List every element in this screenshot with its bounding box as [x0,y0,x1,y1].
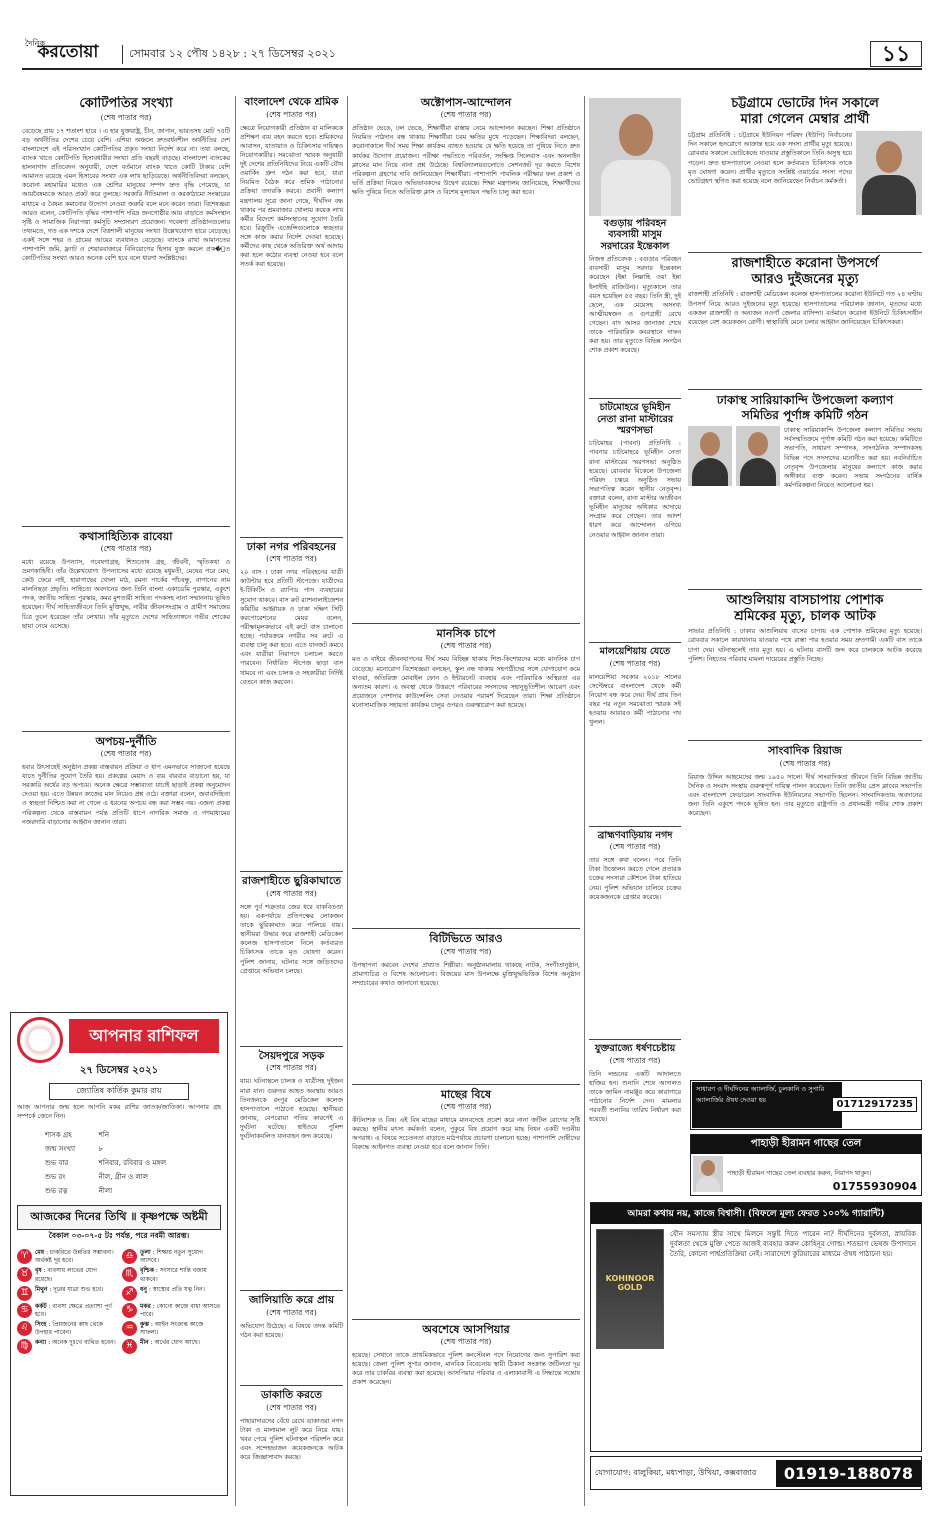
dateline: সোমবার ১২ পৌষ ১৪২৮ : ২৭ ডিসেম্বর ২০২১ [122,45,870,64]
article-continued: (শেষ পাতার পর) [609,658,661,668]
column-2 [240,96,343,1506]
seller-photo [693,1156,723,1192]
headline-line-2: মারা গেলেন মেম্বার প্রার্থী [740,111,870,127]
newspaper-logo [22,41,114,67]
zodiac-sign-item: ♐ ধনু : স্বাস্থ্যের প্রতি যত্ন নিন। [122,1286,221,1301]
headline-line-2: সমিতির পূর্ণাঙ্গ কমিটি গঠন [741,407,869,422]
member-photo [688,426,732,486]
divider [352,928,580,929]
planet-key: জন্ম সংখ্যা [45,1145,76,1154]
zodiac-sign-text: প্রিয়জনের কাছ থেকে উপহার পাবেন। [35,1320,103,1336]
planet-value: নীলা [98,1187,113,1196]
zodiac-sign-item: ♑ মকর : কোনো কাজে বাধা আসতে পারে। [122,1303,221,1319]
zodiac-sign-item: ♉ বৃষ : ব্যবসায় লাভের যোগ রয়েছে। [17,1267,116,1283]
article-body: কীটনাশক ও বিষ। এই বিষ মাছের মাধ্যমে মানবদেহে প্রবেশ করে নানা জটিল রোগের সৃষ্টি করছে। স্থানীয় মৎস্য কর্মকর্তা বলেন, পুকুরে বিষ প্রয়োগ করে মাছ নিধন একটি দণ্ডনীয় অপরাধ। এ বিষয়ে সচেতনতা বাড়াতে মাঠপর্যায়ে প্রচারণা চালানো হচ্ছে। পাশাপাশি দোষীদের বিরুদ্ধে আইনগত ব্যবস্থা নেওয়া হবে বলে জানান তিনি। [352,1116,580,1152]
advertisement-allergy [690,1080,922,1130]
obituary-title-1: বগুড়ায় পরিবহন [603,218,667,229]
masthead [22,40,922,70]
divider [688,389,922,390]
divider [688,740,922,741]
face-shape [700,432,720,456]
divider [240,1046,343,1047]
zodiac-glyph-icon: ♒ [122,1321,137,1336]
article-body: চাটমোহর (পাবনা) প্রতিনিধি : পাবনার চাটমোহরে ভূমিহীন নেতা রানা মাস্টারের স্মরণসভা অনুষ্ঠিত হয়েছে। রোববার বিকেলে উপজেলা পরিষদ চত্বরে অনুষ্ঠিত সভায় সভাপতিত্ব করেন স্থানীয় নেতৃবৃন্দ। বক্তারা বলেন, রানা মাস্টার আজীবন ভূমিহীন মানুষের অধিকার আদায়ে সংগ্রাম করে গেছেন। তার আদর্শ ধারণ করে আন্দোলন এগিয়ে নেওয়ার আহ্বান জানান তারা। [589,440,681,539]
zodiac-sign-item: ♌ সিংহ : প্রিয়জনের কাছ থেকে উপহার পাবেন। [17,1321,116,1337]
zodiac-sign-name: বৃশ্চিক [140,1267,155,1275]
suit-shape [692,458,728,486]
divider [589,1039,681,1040]
article-continued: (শেষ পাতার পর) [266,1307,317,1317]
article-body: ২০ বাস । ঢাকা নগর পরিবহনের যাত্রী কাউন্টার হবে প্রতিটি স্টপেজে। যাত্রীদের ই-টিকিটিং ও র‍্যাপিড পাস ব্যবহারের সুযোগ থাকবে। বাস রুট র‍্যাশনালাইজেশন কমিটির আহ্বায়ক ও ঢাকা দক্ষিণ সিটি করপোরেশনের মেয়র বলেন, পরীক্ষামূলকভাবে এই রুটে বাস চালানো হচ্ছে। পর্যায়ক্রমে নগরীর সব রুটে এ ব্যবস্থা চালু করা হবে। এতে যানজট কমবে এবং যাত্রীরা নিরাপদে চলাচল করতে পারবেন। নির্ধারিত স্টপেজ ছাড়া বাস থামবে না এবং চালক ও সহকারীরা নির্দিষ্ট বেতনে কাজ করবেন। [240,569,343,686]
zodiac-glyph-icon: ♈ [17,1249,32,1264]
zodiac-sign-text: দূরের যাত্রা শুভ হবে। [53,1285,104,1293]
zodiac-sign-name: কুম্ভ [140,1320,149,1328]
column-divider [584,96,585,1506]
article-body: তিনি লন্ডনের একটি আদালতে হাজির হন। শুনানি শেষে আদালত তাকে জামিন নামঞ্জুর করে কারাগারে পাঠানোর নির্দেশ দেন। মামলার পরবর্তী শুনানির তারিখ নির্ধারণ করা হয়েছে। [589,1070,681,1124]
article-body: প্রতিষ্ঠান ভেঙে, ঢল ভেঙে, শিক্ষার্থীরা রাস্তায় নেমে আন্দোলন করছেন। শিক্ষা প্রতিষ্ঠানে নিয়মিত পাঠদান বন্ধ থাকায় শিক্ষার্থীরা চরম ক্ষতির মুখে পড়েছেন। শিক্ষাবিদরা বলছেন, করোনাকালে দীর্ঘ সময় শিক্ষা কার্যক্রম ব্যাহত হওয়ায় যে ক্ষতি হয়েছে তা পুষিয়ে নিতে দ্রুত কার্যকর উদ্যোগ প্রয়োজন। পরীক্ষা পদ্ধতিতে পরিবর্তন, সংক্ষিপ্ত সিলেবাস এবং অনলাইন ক্লাসের মান নিয়ে নানা প্রশ্ন উঠেছে। বিশ্ববিদ্যালয়গুলোতে সেশনজট দূর করতে বিশেষ পরিকল্পনা গ্রহণের দাবি জানিয়েছেন শিক্ষার্থীরা। পাশাপাশি পাবলিক পরীক্ষার ফল প্রকাশ ও ভর্তি প্রক্রিয়া নিয়েও অভিভাবকদের উদ্বেগ রয়েছে। শিক্ষা মন্ত্রণালয় জানিয়েছে, শিক্ষার্থীদের ক্ষতি পুষিয়ে নিতে অতিরিক্ত ক্লাস ও বিশেষ মূল্যায়ন পদ্ধতি চালু করা হবে। [352,125,580,197]
column-3 [352,96,580,1506]
planet-value: নীল, গ্রীন ও লাল [98,1173,149,1182]
zodiac-sign-name: মিথুন [35,1285,48,1293]
zodiac-sign-text: স্বাস্থ্যের প্রতি যত্ন নিন। [152,1285,205,1293]
article-continued: (শেষ পাতার পর) [779,758,831,768]
article-continued: (শেষ পাতার পর) [440,1336,492,1346]
headline-line-2: শ্রমিকের মৃত্যু, চালক আটক [734,608,876,624]
zodiac-glyph-icon: ♍ [17,1339,32,1354]
planet-row [41,1129,197,1141]
article-body: অভিযোগ উঠেছে। এ বিষয়ে তদন্ত কমিটি গঠন করা হয়েছে। [240,1322,343,1340]
planet-table [39,1127,199,1199]
shirt-shape [601,160,671,216]
article-title: মালয়েশিয়ায় যেতে [599,646,671,658]
zodiac-sign-name: মীন [140,1339,149,1346]
zodiac-glyph-icon: ♊ [17,1286,32,1301]
zodiac-sign-name: কর্কট [35,1302,47,1310]
article-body: উপস্থাপনা করবেন দেশের প্রখ্যাত শিল্পীরা। অনুষ্ঠানমালায় থাকছে নাটক, সংগীতানুষ্ঠান, প্রামাণ্যচিত্র ও বিশেষ আলোচনা। বিজয়ের মাস উপলক্ষে মুক্তিযুদ্ধভিত্তিক বিশেষ অনুষ্ঠান সম্প্রচারের কথাও জানানো হয়েছে। [352,961,580,987]
zodiac-sign-name: মকর [140,1302,151,1310]
article-body: মত ও বাইরে জীবনযাপনের দীর্ঘ সময় বিচ্ছিন্ন থাকায় শিশু-কিশোরদের মধ্যে মানসিক চাপ বেড়েছে। মনোরোগ বিশেষজ্ঞরা বলছেন, স্কুল বন্ধ থাকায় সহপাঠীদের সঙ্গে যোগাযোগ কমে যাওয়া, অতিরিক্ত মোবাইল ফোন ও ইন্টারনেট ব্যবহার এবং পারিবারিক অস্থিরতা এর অন্যতম কারণ। এ অবস্থা থেকে উত্তরণে পরিবারের সদস্যদের সহানুভূতিশীল আচরণ এবং প্রয়োজনে পেশাদার কাউন্সেলিং সেবা নেওয়ার পরামর্শ দিয়েছেন তারা। শিক্ষা প্রতিষ্ঠানে মনোসামাজিক সহায়তা কার্যক্রম চালুর ওপরও গুরুত্বারোপ করা হয়েছে। [352,656,580,709]
zodiac-glyph-icon: ♌ [17,1321,32,1336]
zodiac-sign-name: মেষ [35,1249,45,1257]
divider [589,398,681,399]
logo-text: করতোয়া [37,42,99,62]
zodiac-sign-item: ♋ কর্কট : ব্যবসা ক্ষেত্রে প্রত্যাশা পূর্ণ হবে। [17,1303,116,1319]
horoscope-date: ২৭ ডিসেম্বর ২০২১ [79,1065,159,1076]
zodiac-sign-item: ♎ তুলা : শিক্ষায় নতুন সুযোগ আসবে। [122,1249,221,1265]
ad-phone: 01712917235 [832,1097,917,1112]
divider [352,1084,580,1085]
article-title: যুক্তরাজ্যে ধর্ষণচেষ্টায় [594,1043,676,1055]
article-continued: (শেষ পাতার পর) [440,110,492,120]
article-title: রাজশাহীতে ছুরিকাঘাতে [242,875,341,888]
divider [688,252,922,253]
zodiac-glyph-icon: ♉ [17,1267,32,1282]
ad-phone: 01919-188078 [776,1460,921,1487]
article-title: কথাসাহিত্যিক রাবেয়া [79,529,173,543]
divider [240,871,343,872]
article-title: কোটিপতির সংখ্যা [79,96,173,111]
planet-key: শুভ রত্ন [45,1187,68,1196]
planet-row [41,1143,197,1155]
article-title: অবশেষে আসপিয়ার [422,1322,510,1336]
article-continued: (শেষ পাতার পর) [266,109,317,119]
article-continued: (শেষ পাতার পর) [266,554,317,564]
zodiac-sign-text: কোনো কাজে বাধা আসতে পারে। [140,1302,221,1318]
article-body: হয়েছে। সেখানে তাকে প্রাথমিকভাবে পুলিশ কনস্টেবল পদে নিয়োগের জন্য সুপারিশ করা হয়েছে। জেলা পুলিশ সুপার জানান, মানবিক বিবেচনায় স্থায়ী ঠিকানা সংক্রান্ত জটিলতা দূর করে তার চাকরির ব্যবস্থা করা হয়েছে। আসপিয়ার পরিবার ও এলাকাবাসী এ সিদ্ধান্তে সন্তোষ প্রকাশ করেছেন। [352,1351,580,1387]
column-divider [235,96,236,1506]
shirt-shape [696,1176,720,1192]
zodiac-sign-item: ♈ মেষ : চাকরিতে উন্নতির সম্ভাবনা। অর্থকষ্ট দূর হবে। [17,1249,116,1265]
product-box-icon: KOHINOOR GOLD [596,1229,664,1349]
article-body: ঢাকাস্থ সারিয়াকান্দি উপজেলা কল্যাণ সমিতির সভায় সর্বসম্মতিক্রমে পূর্ণাঙ্গ কমিটি গঠন করা হয়েছে। কমিটিতে সভাপতি, সাধারণ সম্পাদক, সাংগঠনিক সম্পাদকসহ বিভিন্ন পদে সদস্যদের মনোনীত করা হয়। নবনির্বাচিত নেতৃবৃন্দ উপজেলার মানুষের কল্যাণে কাজ করার অঙ্গীকার ব্যক্ত করেন। সভায় সংগঠনের বার্ষিক কর্মপরিকল্পনা নিয়েও আলোচনা হয়। [784,427,922,489]
zodiac-sign-text: ব্যবসা ক্ষেত্রে প্রত্যাশা পূর্ণ হবে। [35,1302,112,1318]
headline-line-1: চট্টগ্রামে ভোটের দিন সকালে [731,96,879,111]
zodiac-grid [11,1245,227,1358]
article-title: মাছের বিষে [440,1087,492,1101]
article-row [688,426,922,586]
horoscope-author: জ্যোতিষ কার্তিক কুমার রায় [49,1083,189,1100]
shirt-shape [862,175,916,215]
article-title: অক্টোপাস-আন্দোলন [420,96,512,109]
planet-row [41,1185,197,1197]
article-body: ক্ষেত্রে নিয়োগকারী প্রতিষ্ঠান বা মালিককে প্রশিক্ষণ ব্যয় বহন করতে হবে। শ্রমিকদের আবাসন, যাতায়াত ও চিকিৎসার দায়িত্বও নিয়োগকারীর। সমঝোতা স্মারক অনুযায়ী দুই দেশের প্রতিনিধিদের নিয়ে একটি যৌথ ওয়ার্কিং গ্রুপ গঠন করা হবে, যারা নিয়মিত বৈঠক করে শ্রমিক পাঠানোর প্রক্রিয়া তদারকি করবে। প্রবাসী কল্যাণ মন্ত্রণালয় সূত্রে জানা গেছে, দীর্ঘদিন বন্ধ থাকার পর শ্রমবাজার খোলায় কয়েক লাখ কর্মীর বিদেশে কর্মসংস্থানের সুযোগ তৈরি হবে। রিক্রুটিং এজেন্সিগুলোকে স্বচ্ছতার সঙ্গে কাজ করার নির্দেশ দেওয়া হয়েছে। কর্মীদের কাছ থেকে অতিরিক্ত অর্থ আদায় করা হলে কঠোর ব্যবস্থা নেওয়া হবে বলে সতর্ক করা হয়েছে। [240,124,343,269]
ad-phone: 01755930904 [832,1180,917,1193]
article-body: নিজস্ব প্রতিবেদক : বগুড়ার পরিবহন ব্যবসায়ী মাসুম সরদার ইন্তেকাল করেছেন (ইন্না লিল্লাহি ওয়া ইন্না ইলাইহি রাজিউন)। মৃত্যুকালে তার বয়স হয়েছিল ৫৫ বছর। তিনি স্ত্রী, দুই ছেলে, এক মেয়েসহ অসংখ্য আত্মীয়স্বজন ও গুণগ্রাহী রেখে গেছেন। বাদ আসর জানাজা শেষে তাকে পারিবারিক কবরস্থানে দাফন করা হয়। তার মৃত্যুতে বিভিন্ন সংগঠন শোক প্রকাশ করেছে। [589,256,681,355]
article-continued: (শেষ পাতার পর) [266,1063,317,1073]
face-shape [619,114,653,156]
article-body: তার সঙ্গে কথা বলেন। পরে তিনি টাকা উত্তোলন করতে গেলে প্রতারক চক্রের সদস্যরা কৌশলে টাকা হাতিয়ে নেয়। পুলিশ অভিযান চালিয়ে চক্রের কয়েকজনকে গ্রেপ্তার করেছে। [589,857,681,901]
portrait-photo [589,98,681,216]
planet-key: শুভ বার [45,1159,69,1168]
article-body: রিয়াজ উদ্দিন আহমেদের জন্ম ১৯৫০ সালে। দীর্ঘ সাংবাদিকতা জীবনে তিনি বিভিন্ন জাতীয় দৈনিক ও সংবাদ সংস্থায় গুরুত্বপূর্ণ দায়িত্ব পালন করেছেন। তিনি জাতীয় প্রেস ক্লাবের সভাপতি এবং বাংলাদেশ ফেডারেল সাংবাদিক ইউনিয়নের সভাপতি ছিলেন। সাংবাদিকতায় অবদানের জন্য তিনি একুশে পদকে ভূষিত হন। তার মৃত্যুতে রাষ্ট্রপতি ও প্রধানমন্ত্রী গভীর শোক প্রকাশ করেছেন। [688,773,922,818]
zodiac-sign-text: অনেক দুঃখে ব্যথিত হবেন। [52,1339,116,1346]
zodiac-glyph-icon: ♏ [122,1267,137,1282]
article-title: ডাকাতি করতে [261,1388,322,1401]
divider [589,642,681,643]
zodiac-sign-item: ♍ কন্যা : অনেক দুঃখে ব্যথিত হবেন। [17,1339,116,1354]
article-body: মালয়েশিয়া সরকার ২০১৮ সালের সেপ্টেম্বরে বাংলাদেশ থেকে কর্মী নিয়োগ বন্ধ করে দেয়। দীর্ঘ প্রায় তিন বছর পর নতুন সমঝোতা স্মারক সই হওয়ায় আবারও কর্মী পাঠানোর পথ খুলল। [589,673,681,727]
zodiac-sign-text: চাকরিতে উন্নতির সম্ভাবনা। অর্থকষ্ট দূর হবে। [35,1249,114,1265]
column-1 [22,96,230,1006]
article-row [688,131,922,249]
horoscope-box [10,1012,228,1496]
divider [22,731,230,732]
article-continued: (শেষ পাতার পর) [100,112,152,122]
candidate-photo [856,131,922,215]
headline-line-1: রাজশাহীতে করোনা উপসর্গে [731,256,879,272]
article-title: মানসিক চাপে [436,627,496,641]
zodiac-glyph-icon: ♎ [122,1249,137,1264]
planet-value: শনি [98,1131,109,1140]
zodiac-sign-name: কন্যা [35,1339,47,1346]
tithi-sub: বৈকাল ০৩-০৭-৫ টঃ পর্যন্ত, পরে নবমী আরম্ভ। [48,1231,190,1241]
article-body: রাজশাহী প্রতিনিধি : রাজশাহী মেডিকেল কলেজ হাসপাতালের করোনা ইউনিটে গত ২৪ ঘণ্টায় উপসর্গ নিয়ে আরও দুইজনের মৃত্যু হয়েছে। হাসপাতালের পরিচালক জানান, মৃতদের মধ্যে একজন রাজশাহী ও অন্যজন নওগাঁ জেলার বাসিন্দা। বর্তমানে করোনা ইউনিটে চিকিৎসাধীন রয়েছেন বেশ কয়েকজন রোগী। স্বাস্থ্যবিধি মেনে চলার আহ্বান জানিয়েছেন চিকিৎসকরা। [688,291,922,326]
horoscope-title: আপনার রাশিফল [69,1019,219,1053]
zodiac-glyph-icon: ♓ [122,1339,137,1354]
advertisement-oil [690,1134,922,1196]
column-divider [347,96,348,1506]
ad-text: পাহাড়ী হীরামন গাছের তেল ব্যবহার করুন, নিরাপদ থাকুন। [727,1170,872,1178]
article-title: সৈয়দপুরে সড়ক [258,1049,325,1062]
zodiac-sign-item: ♓ মীন : অর্থের যোগ আছে। [122,1339,221,1354]
zodiac-sign-text: ব্যবসায় লাভের যোগ রয়েছে। [35,1267,97,1283]
zodiac-sign-item: ♊ মিথুন : দূরের যাত্রা শুভ হবে। [17,1286,116,1301]
suit-shape [740,458,776,486]
advertisement-kohinoor [590,1202,922,1452]
article-continued: (শেষ পাতার পর) [266,1402,317,1412]
face-shape [876,141,902,173]
article-continued: (শেষ পাতার পর) [609,842,661,852]
tithi-line: আজকের দিনের তিথি ॥ কৃষ্ণপক্ষে অষ্টমী [17,1205,221,1230]
article-continued: (শেষ পাতার পর) [609,1055,661,1065]
divider [240,537,343,538]
zodiac-glyph-icon: ♋ [17,1303,32,1318]
article-title: জালিয়াতি করে প্রায় [248,1294,335,1307]
article-continued: (শেষ পাতার পর) [266,888,317,898]
planet-key: শাসক গ্রহ [45,1131,72,1140]
planet-row [41,1171,197,1183]
article-title: সাংবাদিক রিয়াজ [768,744,842,758]
ad-address: যোগাযোগ: বালুকিয়া, মধ্যপাড়া, উখিয়া, কক্সবাজার [595,1467,757,1477]
article-continued: (শেষ পাতার পর) [440,946,492,956]
article-continued: (শেষ পাতার পর) [100,543,152,553]
article-continued: (শেষ পাতার পর) [100,748,152,758]
divider [688,589,922,590]
column-5 [688,96,922,1076]
zodiac-sign-text: সংসারে শান্তি বজায় থাকবে। [140,1267,207,1283]
zodiac-glyph-icon: ♑ [122,1303,137,1318]
horoscope-intro: আজ আপনার জন্ম হলে আপনি মকর রাশির জাতক/জাতিকা। আপনার গ্রহ সম্পর্কে জেনে নিন। [17,1104,221,1121]
article-body: হবার উৎসাহেই অনুষ্ঠান প্রকল্প বাস্তবায়ন প্রক্রিয়া ও ধাপ এমনভাবে সাজানো হয়েছে যাতে দুর্নীতির সুযোগ তৈরি হয়। প্রকল্পের মেয়াদ ও ব্যয় বারবার বাড়ানো হয়, যা সরকারি অর্থের বড় অপচয়। অনেক ক্ষেত্রে সম্ভাব্যতা যাচাই ছাড়াই প্রকল্প অনুমোদন দেওয়া হয়। এতে উন্নয়ন কাজের মান নিয়েও প্রশ্ন ওঠে। বক্তারা বলেন, জবাবদিহিতা ও স্বচ্ছতা নিশ্চিত করা না গেলে এ ধরনের অপচয় বন্ধ করা সম্ভব নয়। এজন্য প্রকল্প পরিকল্পনা থেকে বাস্তবায়ন পর্যন্ত প্রতিটি ধাপে নাগরিক সমাজ ও গণমাধ্যমের নজরদারি বাড়ানোর আহ্বান জানান তারা। [22,763,230,826]
member-photo [736,426,780,486]
face-shape [701,1160,715,1176]
ad-text: সাধারণ ও দীর্ঘদিনের অ্যালার্জি, চুলকানি ও সুপারি অ্যালার্জির ঔষধ দেওয়া হয় [692,1082,842,1128]
zodiac-sign-item: ♒ কুম্ভ : আইন সংক্রান্ত কাজে সাফল্য। [122,1321,221,1337]
ad-body: যৌন সমস্যায় স্ত্রীর সাথে মিলনে সন্তুষ্ট দিতে পারেন না? দীর্ঘদিনের দুর্বলতা, স্নায়বিক দুর্বলতা থেকে মুক্তি পেতে আজই ব্যবহার করুন কোহিনূর গোল্ড। শতভাগ ভেষজ উপাদানে তৈরি, কোনো পার্শ্বপ্রতিক্রিয়া নেই। সারাদেশে কুরিয়ারের মাধ্যমে ঔষধ পাঠানো হয়। [670,1230,916,1259]
headline-line-1: আশুলিয়ায় বাসচাপায় পোশাক [726,593,884,609]
page-number: ১১ [870,41,922,67]
advertisement-contact [590,1456,922,1490]
planet-value: ৮ [98,1145,104,1154]
planet-row [41,1157,197,1169]
article-title: ঢাকা নগর পরিবহনের [246,540,337,553]
article-continued: (শেষ পাতার পর) [440,641,492,651]
obituary-title-2: ব্যবসায়ী মাসুম [608,229,662,241]
article-body: যায়। ঘটনাস্থলে চালক ও যাত্রীসহ দুইজন মারা যান। গুরুতর আহত অবস্থায় আরও তিনজনকে রংপুর মেডিকেল কলেজ হাসপাতালে পাঠানো হয়েছে। স্থানীয়রা জানায়, বেপরোয়া গতির কারণেই এ দুর্ঘটনা ঘটেছে। হাইওয়ে পুলিশ দুর্ঘটনাকবলিত যানবাহন জব্দ করেছে। [240,1078,343,1141]
divider [22,526,230,527]
planet-value: শনিবার, রবিবার ও মঙ্গল [98,1159,167,1168]
article-body: চট্টগ্রাম প্রতিনিধি : চট্টগ্রামে ইউনিয়ন পরিষদ (ইউপি) নির্বাচনের দিন সকালে হৃদরোগে আক্রান্ত হয়ে এক সদস্য প্রার্থীর মৃত্যু হয়েছে। রোববার সকালে ভোটকেন্দ্রে যাওয়ার প্রস্তুতিকালে তিনি অসুস্থ হয়ে পড়েন। দ্রুত হাসপাতালে নেওয়া হলে কর্তব্যরত চিকিৎসক তাকে মৃত ঘোষণা করেন। প্রার্থীর মৃত্যুতে সংশ্লিষ্ট ওয়ার্ডের সদস্য পদের ভোটগ্রহণ স্থগিত করা হয়েছে বলে জানিয়েছেন নির্বাচন কর্মকর্তা। [688,132,852,185]
zodiac-sign-name: সিংহ [35,1320,47,1328]
article-title: চাটমোহরে ভূমিহীন নেতা রানা মাস্টারের স্মরণসভা [596,402,674,436]
zodiac-sign-text: শিক্ষায় নতুন সুযোগ আসবে। [140,1249,203,1265]
article-title: বিটিভিতে আরও [429,932,503,946]
divider [352,1319,580,1320]
zodiac-sign-text: অর্থের যোগ আছে। [154,1339,200,1346]
article-body: পাহারাদারদের বেঁধে রেখে ডাকাতরা নগদ টাকা ও মালামাল লুট করে নিয়ে যায়। খবর পেয়ে পুলিশ ঘটনাস্থল পরিদর্শন করে এবং সন্দেহভাজন কয়েকজনকে আটক করে জিজ্ঞাসাবাদ করছে। [240,1417,343,1462]
zodiac-sign-text: আইন সংক্রান্ত কাজে সাফল্য। [140,1320,204,1336]
article-body: সঙ্গে পুর্ব শত্রুতার জের ধরে বাকবিতণ্ডা হয়। একপর্যায়ে প্রতিপক্ষের লোকজন তাকে ছুরিকাঘাত করে পালিয়ে যায়। স্থানীয়রা উদ্ধার করে রাজশাহী মেডিকেল কলেজ হাসপাতালে নিলে কর্তব্যরত চিকিৎসক তাকে মৃত ঘোষণা করেন। পুলিশ জানায়, ঘটনার সঙ্গে জড়িতদের গ্রেপ্তারে অভিযান চলছে। [240,903,343,975]
obituary-title-3: সরদারের ইন্তেকাল [600,240,670,252]
zodiac-sign-name: ধনু [140,1285,147,1293]
planet-key: শুভ রং [45,1173,66,1182]
article-continued: (শেষ পাতার পর) [440,1101,492,1111]
ad-headline: আমরা কথায় নয়, কাজে বিশ্বাসী। (বিফলে মূল্য ফেরত ১০০% গ্যারান্টি) [591,1203,921,1224]
article-title: অপচয়-দুর্নীতি [95,734,157,748]
logo-tagline: দৈনিক [25,39,46,48]
article-body: সাভার প্রতিনিধি : ঢাকার আশুলিয়ায় বাসের চাপায় এক পোশাক শ্রমিকের মৃত্যু হয়েছে। রোববার সকালে কারখানায় যাওয়ার পথে রাস্তা পার হওয়ার সময় দ্রুতগামী একটি বাস তাকে চাপা দেয়। ঘটনাস্থলেই তার মৃত্যু হয়। এ ঘটনায় বাসটি জব্দ করে চালককে আটক করেছে পুলিশ। নিহতের পরিবার মামলা দায়েরের প্রস্তুতি নিচ্ছে। [688,628,922,663]
article-body: মধ্যে রয়েছে উপন্যাস, গবেষণাগ্রন্থ, শিশুতোষ গ্রন্থ, জীবনী, স্মৃতিকথা ও ভ্রমণকাহিনী। তাঁর উল্লেখযোগ্য উপন্যাসের মধ্যে রয়েছে মধুমতী, মেঘের পরে মেঘ, কেউ ফেরে নাই, হারাগাছের খোলা মাঠ, রমনা পার্কের পাঁচবন্ধু, বাগানের নাম মালনিছড়া প্রভৃতি। সাহিত্যে অবদানের জন্য তিনি বাংলা একাডেমি পুরস্কার, একুশে পদক, জাতীয় সাহিত্য পুরস্কার, কমর মুশতারী সাহিত্য পদকসহ নানা সম্মাননায় ভূষিত হয়েছেন। দীর্ঘ সাহিত্যজীবনে তিনি মুক্তিযুদ্ধ, নারীর জীবনসংগ্রাম ও গ্রামীণ সমাজের চিত্র তুলে ধরেছেন তাঁর লেখায়। তাঁর মৃত্যুতে দেশের সাহিত্যাঙ্গনে গভীর শোকের ছায়া নেমে এসেছে। [22,558,230,630]
article-title: ব্রাহ্মণবাড়িয়ায় নগদ [597,829,673,841]
article-title: বাংলাদেশ থেকে শ্রমিক [244,96,339,108]
article-body: বেড়েছে প্রায় ১৭ শতাংশ হারে । এ হার যুক্তরাষ্ট্র, চীন, জাপান, ভারতসহ মোট ৭৫টি বড় অর্থনীতির দেশের চেয়ে বেশি। এশিয়া অঞ্চলে দ্রুতবর্ধনশীল অর্থনীতির দেশ বাংলাদেশে এই পরিসংখ্যান কোটিপতির প্রকৃত সংখ্যা নির্দেশ করে না। তথ্য বলছে, ব্যাংক খাতে কোটিপতি হিসাবধারীর সংখ্যা প্রতি বছরই বাড়ছে। বাংলাদেশ ব্যাংকের হালনাগাদ প্রতিবেদন অনুযায়ী, দেশে বর্তমানে ব্যাংক খাতে কোটি টাকার বেশি আমানত রয়েছে এমন হিসাবের সংখ্যা এক লাখ ছাড়িয়েছে। অর্থনীতিবিদরা বলছেন, করোনা মহামারির মধ্যেও এক শ্রেণির মানুষের সম্পদ দ্রুত বৃদ্ধি পেয়েছে, যা আয়বৈষম্যকে আরও প্রকট করে তুলছে। সরকারি নীতিমালা ও করকাঠামো সংস্কারের মাধ্যমে এ বৈষম্য কমানোর উদ্যোগ নেওয়া জরুরি বলে মনে করেন তারা। বিশেষজ্ঞরা আরও বলেন, কোটিপতি বৃদ্ধির পাশাপাশি দরিদ্র জনগোষ্ঠীর আয় বাড়াতে কর্মসংস্থান সৃষ্টি ও সামাজিক নিরাপত্তা কর্মসূচি সম্প্রসারণ প্রয়োজন। গবেষণা প্রতিষ্ঠানগুলোর তথ্যমতে, গত এক দশকে দেশে বিত্তশালী মানুষের সংখ্যা উল্লেখযোগ্য হারে বেড়েছে। একই সঙ্গে শহর ও গ্রামের আয়ের ব্যবধানও বেড়েছে। ব্যাংকে রাখা আমানতের পাশাপাশি জমি, ফ্ল্যাট ও শেয়ারবাজারে বিনিয়োগের হিসাব যুক্ত করলে প্রক�ৃত কোটিপতির সংখ্যা আরও অনেক বেশি হবে বলে ধারণা সংশ্লিষ্টদের। [22,127,230,263]
zodiac-sign-item: ♏ বৃশ্চিক : সংসারে শান্তি বজায় থাকবে। [122,1267,221,1283]
zodiac-glyph-icon: ♐ [122,1286,137,1301]
zodiac-wheel-icon [17,1017,63,1063]
zodiac-sign-name: বৃষ [35,1267,42,1275]
divider [240,1385,343,1386]
headline-line-2: আরও দুইজনের মৃত্যু [751,271,859,287]
divider [352,623,580,624]
divider [240,1290,343,1291]
divider [589,826,681,827]
zodiac-sign-name: তুলা [140,1249,151,1257]
headline-line-1: ঢাকাস্থ সারিয়াকান্দি উপজেলা কল্যাণ [716,393,894,408]
ad-title: পাহাড়ী হীরামন গাছের তেল [691,1135,921,1154]
face-shape [748,432,768,456]
